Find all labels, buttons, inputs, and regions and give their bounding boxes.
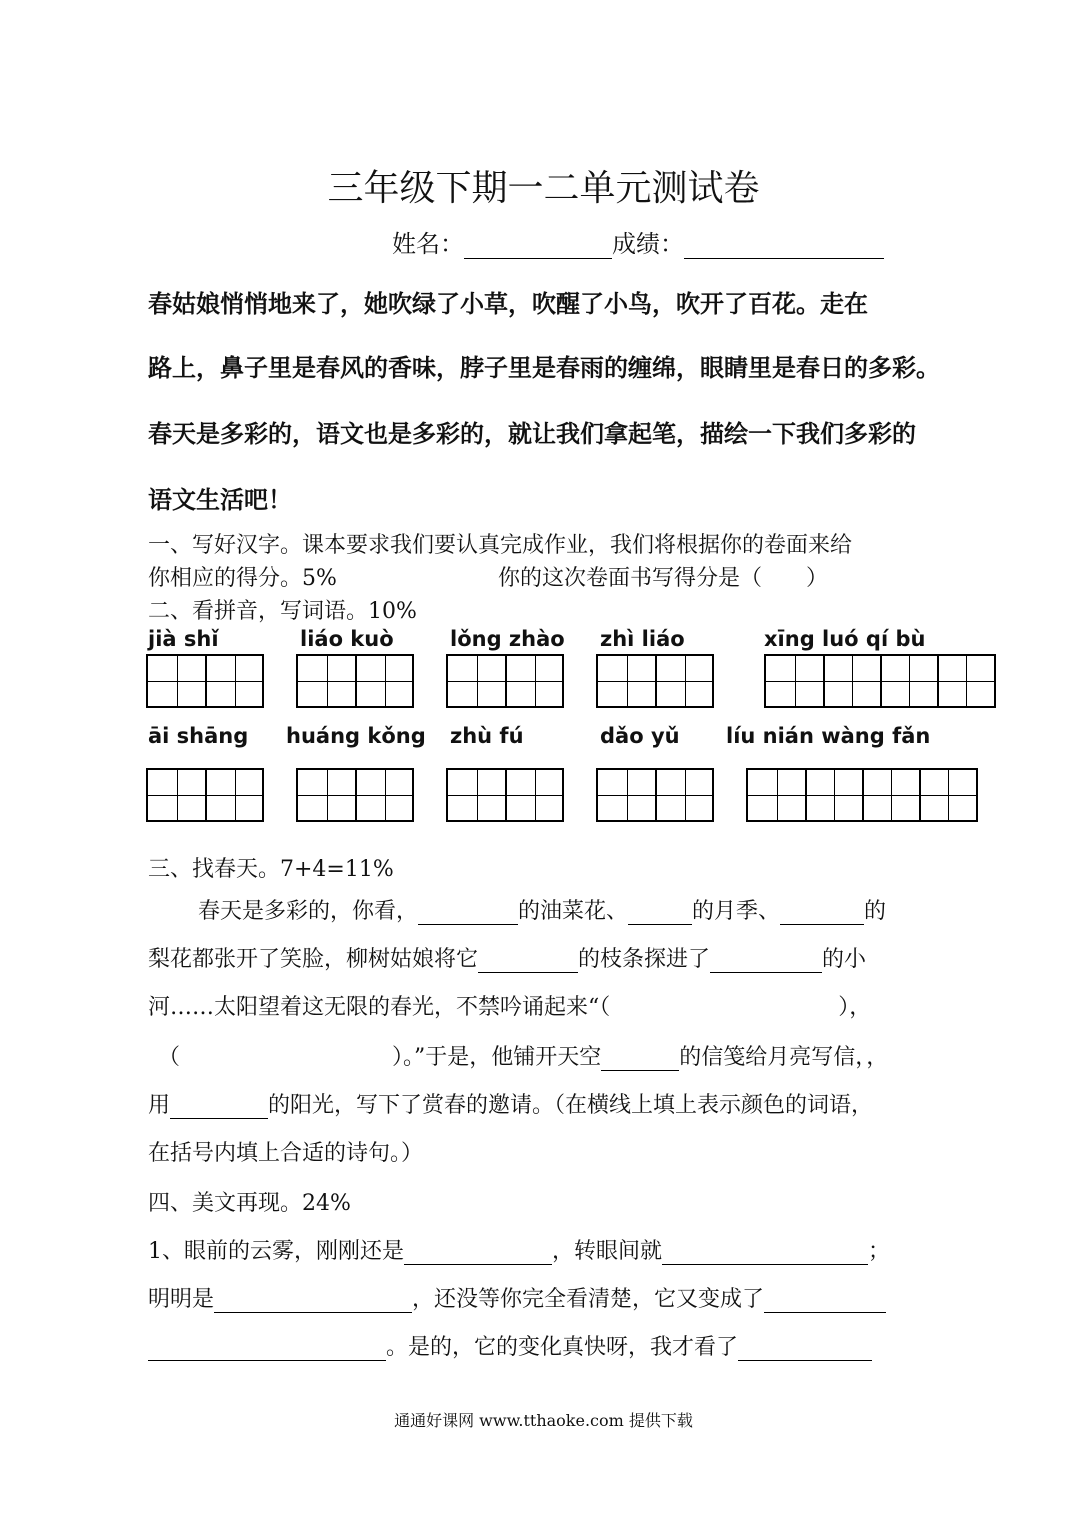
intro-line-2: 路上，鼻子里是春风的香味，脖子里是春雨的缠绵，眼睛里是春日的多彩。: [148, 354, 940, 382]
fill-blank[interactable]: [764, 1286, 886, 1313]
name-label: 姓名：: [392, 230, 464, 258]
section4-line-1: 1、眼前的云雾，刚刚还是 ，转眼间就 ；: [148, 1239, 891, 1264]
section3-line-2: 梨花都张开了笑脸，柳树姑娘将它 的枝条探进了 的小: [148, 947, 867, 972]
writing-grid[interactable]: [596, 654, 714, 708]
student-info-line: [392, 224, 884, 259]
section3-line-4: （ ）。”于是，他铺开天空 的信笺给月亮写信，，: [158, 1045, 889, 1070]
section1-line-1: 一、写好汉字。课本要求我们要认真完成作业，我们将根据你的卷面来给: [148, 533, 853, 558]
writing-grid[interactable]: [146, 654, 264, 708]
section3-line-5: 用 的阳光，写下了赏春的邀请。（在横线上填上表示颜色的词语，: [148, 1093, 874, 1118]
writing-grid[interactable]: [296, 768, 414, 822]
pinyin-label: dǎo yǔ: [600, 724, 680, 748]
pinyin-label: huáng kǒng: [286, 724, 426, 748]
pinyin-label: lǒng zhào: [450, 627, 565, 651]
section1-score-question: 你的这次卷面书写得分是（ ）: [498, 566, 829, 591]
pinyin-label: jià shǐ: [148, 627, 219, 651]
section3-line-6: 在括号内填上合适的诗句。）: [148, 1141, 424, 1166]
fill-blank[interactable]: [738, 1334, 872, 1361]
footer-credit: 通通好课网 www.tthaoke.com 提供下载: [394, 1411, 693, 1430]
section3-line-1: 春天是多彩的，你看， 的油菜花、 的月季、 的: [198, 899, 887, 924]
intro-line-4: 语文生活吧！: [148, 486, 292, 514]
writing-grid[interactable]: [446, 654, 564, 708]
pinyin-label: xīng luó qí bù: [764, 627, 926, 651]
section4-heading: 四、美文再现。24%: [148, 1191, 351, 1216]
name-blank[interactable]: [464, 232, 612, 259]
writing-grid[interactable]: [446, 768, 564, 822]
writing-grid[interactable]: [746, 768, 978, 822]
fill-blank[interactable]: [148, 1334, 386, 1361]
score-label: 成绩：: [612, 230, 684, 258]
intro-line-3: 春天是多彩的，语文也是多彩的，就让我们拿起笔，描绘一下我们多彩的: [148, 420, 916, 448]
fill-blank[interactable]: [418, 898, 518, 925]
fill-blank[interactable]: [404, 1238, 552, 1265]
pinyin-label: āi shāng: [148, 724, 249, 748]
pinyin-label: liáo kuò: [300, 627, 394, 651]
section2-heading: 二、看拼音，写词语。10%: [148, 599, 417, 624]
fill-blank[interactable]: [478, 946, 578, 973]
fill-blank[interactable]: [628, 898, 692, 925]
fill-blank[interactable]: [601, 1044, 679, 1071]
page-title: 三年级下期一二单元测试卷: [327, 168, 760, 209]
section4-line-3: 。是的，它的变化真快呀，我才看了: [148, 1330, 872, 1361]
fill-blank[interactable]: [214, 1286, 412, 1313]
fill-blank[interactable]: [662, 1238, 868, 1265]
pinyin-label: zhì liáo: [600, 627, 685, 651]
fill-blank[interactable]: [170, 1092, 268, 1119]
writing-grid[interactable]: [146, 768, 264, 822]
intro-line-1: 春姑娘悄悄地来了，她吹绿了小草，吹醒了小鸟，吹开了百花。走在: [148, 290, 868, 318]
writing-grid[interactable]: [596, 768, 714, 822]
writing-grid[interactable]: [296, 654, 414, 708]
section4-line-2: 明明是 ，还没等你完全看清楚，它又变成了: [148, 1282, 886, 1313]
fill-blank[interactable]: [780, 898, 864, 925]
section1-line-2: 你相应的得分。5%: [148, 566, 337, 591]
fill-blank[interactable]: [710, 946, 822, 973]
score-blank[interactable]: [684, 232, 884, 259]
pinyin-label: líu nián wàng fǎn: [726, 724, 931, 748]
pinyin-label: zhù fú: [450, 724, 524, 748]
section3-heading: 三、找春天。7+4=11%: [148, 857, 394, 882]
section3-line-3: 河……太阳望着这无限的春光，不禁吟诵起来“（ ），: [148, 995, 872, 1020]
writing-grid[interactable]: [764, 654, 996, 708]
